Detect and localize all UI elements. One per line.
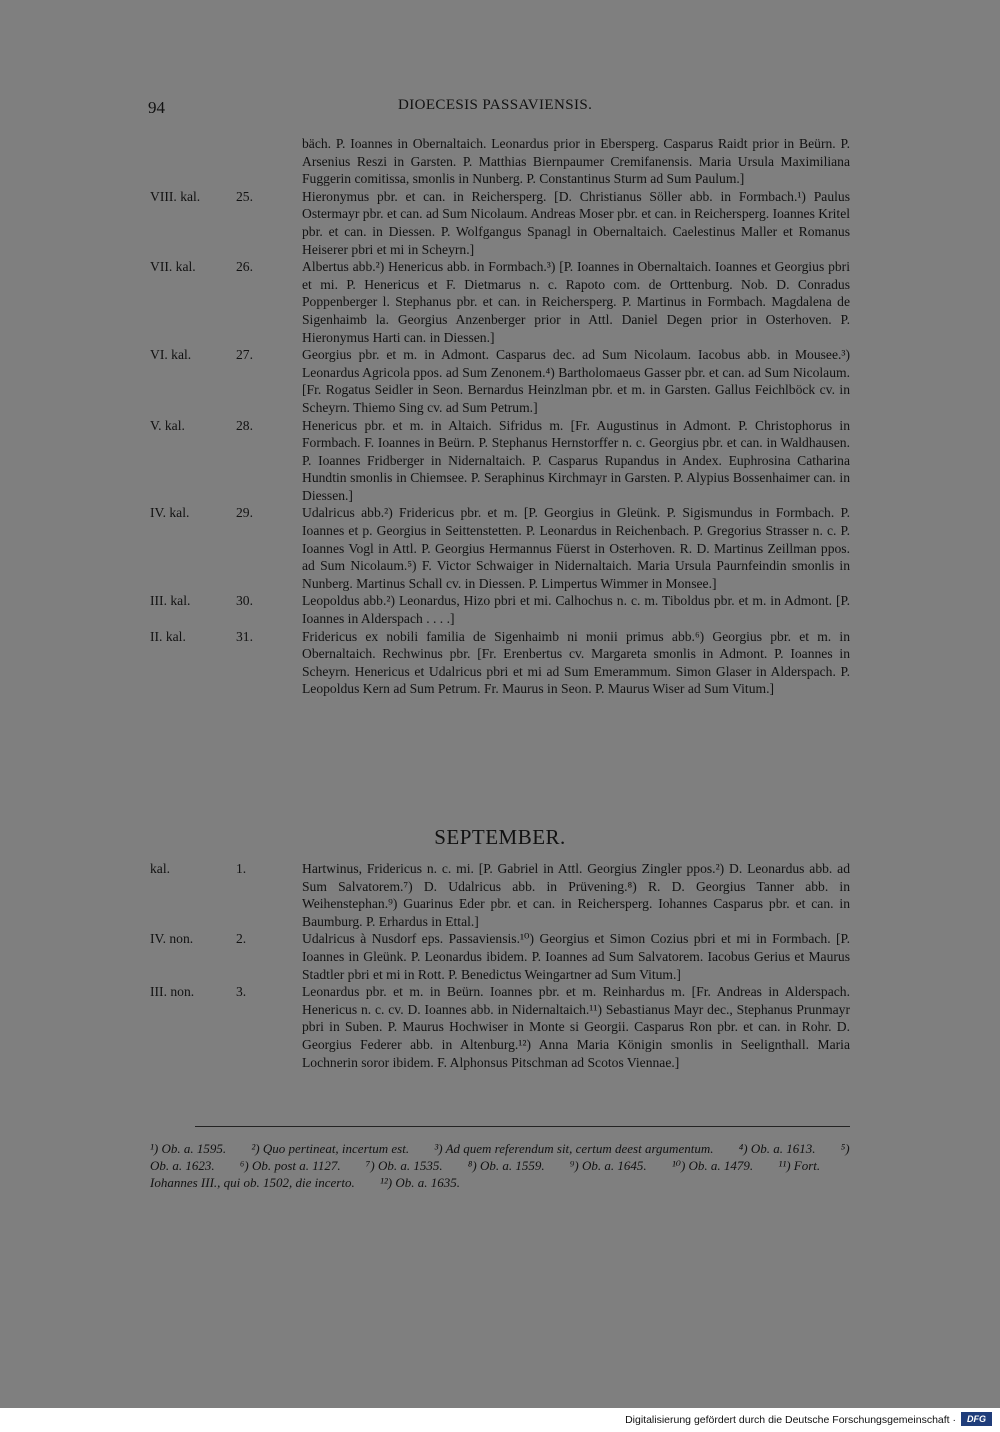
august-section (150, 135, 850, 698)
footnote: ⁷) Ob. a. 1535. (365, 1158, 443, 1173)
entry (150, 983, 850, 1071)
footnote-rule (195, 1126, 850, 1127)
entry-day: 27. (236, 347, 253, 363)
entry (150, 258, 850, 346)
september-section (150, 860, 850, 1071)
entry-label: VII. kal. (150, 259, 196, 275)
entry-text: Leopoldus abb.²) Leonardus, Hizo pbri et mi. Calhochus n. c. m. Tiboldus pbr. et m. in Admont. [P. Ioannes in Alderspach . . . .] (302, 593, 850, 627)
entry (150, 930, 850, 983)
entry-day: 2. (236, 931, 247, 947)
entry-text: Georgius pbr. et m. in Admont. Casparus dec. ad Sum Nicolaum. Iacobus abb. in Mousee.³) Leonardus Agricola ppos. ad Sum Zenonem.⁴) Bartholomaeus Gasser pbr. et can. ad Sum Nicolaum. [Fr. Rogatus Seidler in Seon. Bernardus Heinzlman pbr. et m. in Garsten. Gallus Feichlböck cv. in Scheyrn. Thiemo Sing cv. ad Sum Petrum.] (302, 347, 850, 415)
section-heading: SEPTEMBER. (434, 825, 566, 849)
page-number: 94 (148, 98, 165, 117)
entry-text: Udalricus abb.²) Fridericus pbr. et m. [P. Georgius in Gleünk. P. Sigismundus in Formbach. P. Ioannes et p. Georgius in Seittenstetten. P. Leonardus in Reichenbach. P. Gregorius Strasser n. c. P. Ioannes Vogl in Attl. P. Georgius Hermannus Füerst in Osterhoven. R. D. Martinus Zeillman ppos. ad Sum Nicolaum.⁵) F. Victor Schwaiger in Nidernaltaich. Maria Ursula Paurnfeindin smonlis in Nunberg. Martinus Schall cv. in Diessen. P. Limpertus Wimmer in Monsee.] (302, 505, 850, 591)
entry-label: kal. (150, 861, 171, 876)
entry-label: IV. kal. (150, 505, 190, 521)
entry-day: 29. (236, 505, 253, 521)
entry-label: V. kal. (150, 417, 185, 433)
entry-text: Udalricus à Nusdorf eps. Passaviensis.¹⁰) Georgius et Simon Cozius pbri et mi in Formbach. [P. Ioannes in Gleünk. P. Leonardus ibidem. P. Ioannes ad Sum Salvatorem. Iacobus Gerius et Maurus Stadtler pbri et mi in Rott. P. Benedictus Weingartner ad Sum Vitum.] (302, 931, 850, 982)
entry-day: 26. (236, 259, 253, 275)
entry-day: 1. (236, 861, 247, 876)
entry-text: Hartwinus, Fridericus n. c. mi. [P. Gabriel in Attl. Georgius Zingler ppos.²) D. Leonardus abb. ad Sum Salvatorem.⁷) D. Udalricus abb. in Prüvening.⁸) R. D. Georgius Tanner abb. in Weihenstephan.⁹) Guarinus Eder pbr. et can. in Reichersperg. Iohannes Casparus pbr. et can. in Baumburg. P. Erhardus in Ettal.] (302, 861, 850, 929)
entry-text: Leonardus pbr. et m. in Beürn. Ioannes pbr. et m. Reinhardus m. [Fr. Andreas in Alderspach. Henericus n. c. cv. D. Ioannes abb. in Nidernaltaich.¹¹) Sebastianus Mayr dec., Stephanus Prunmayr pbri in Suben. P. Maurus Hochwiser in Monte si Georgii. Casparus Ron pbr. et can. in Rohr. D. Georgius Federer abb. in Altenburg.¹²) Anna Maria Königin smonlis in Seelignthall. Maria Lochnerin soror ibidem. F. Alphonsus Pitschman ad Scotos Viennae.] (302, 984, 850, 1070)
entry (150, 346, 850, 416)
footnote: ⁴) Ob. a. 1613. (738, 1141, 816, 1156)
entry-day: 3. (236, 984, 247, 1000)
entry-day: 28. (236, 417, 253, 433)
dfg-logo: DFG (961, 1412, 992, 1426)
footnote: ⁶) Ob. post a. 1127. (239, 1158, 341, 1173)
entry-day: 25. (236, 188, 253, 204)
august-entries (150, 188, 850, 698)
entry-text: Fridericus ex nobili familia de Sigenhaimb ni monii primus abb.⁶) Georgius pbr. et m. in Obernaltaich. Rechwinus pbr. [Fr. Erenbertus cv. Margareta smonlis in Admont. P. Ioannes in Scheyrn. Henericus et Udalricus pbri et mi ad Sum Emerammum. Simon Glaser in Alderspach. P. Leopoldus Kern ad Sum Petrum. Fr. Maurus in Seon. P. Maurus Wiser ad Sum Vitum.] (302, 628, 850, 697)
entry-text: Hieronymus pbr. et can. in Reichersperg. [D. Christianus Söller abb. in Formbach.¹) Paulus Ostermayr pbr. et can. ad Sum Nicolaum. Andreas Moser pbr. et can. in Reichersperg. Ioannes Kritel pbr. et can. in Diessen. P. Wolfgangus Spanagl in Obernaltaich. Caelestinus Maller et Romanus Heiserer pbri et mi in Scheyrn.] (302, 188, 850, 257)
footnote: ¹⁰) Ob. a. 1479. (671, 1158, 754, 1173)
entry-label: II. kal. (150, 628, 186, 644)
footnote: ⁸) Ob. a. 1559. (467, 1158, 545, 1173)
entry (150, 592, 850, 627)
running-title: DIOECESIS PASSAVIENSIS. (398, 97, 593, 113)
entry-text: Albertus abb.²) Henericus abb. in Formbach.³) [P. Ioannes in Obernaltaich. Ioannes et Georgius pbri et mi. P. Henericus et F. Dietmarus n. c. Rapoto com. de Orttenburg. Nob. D. Conradus Poppenberger l. Stephanus pbr. et can. in Reichersperg. P. Martinus in Formbach. Magdalena de Sigenhaimb la. Georgius Anzenberger prior in Attl. Daniel Degen prior in Osterhoven. P. Hieronymus Harti can. in Diessen.] (302, 259, 850, 345)
entry-label: III. kal. (150, 593, 191, 609)
entry-label: III. non. (150, 984, 195, 1000)
footnote: ⁹) Ob. a. 1645. (569, 1158, 647, 1173)
entry-label: VI. kal. (150, 347, 192, 363)
entry (150, 417, 850, 505)
entry-day: 31. (236, 628, 253, 644)
footnotes (150, 1140, 850, 1191)
footnote: ¹²) Ob. a. 1635. (379, 1175, 460, 1190)
entry-text: Henericus pbr. et m. in Altaich. Sifridus m. [Fr. Augustinus in Admont. P. Christophorus in Formbach. F. Ioannes in Beürn. P. Stephanus Hernstorffer n. c. Georgius pbr. et can. in Waldhausen. P. Ioannes Fridberger in Nidernaltaich. P. Casparus Rupandus in Andex. Euphrosina Catharina Hundtin smonlis in Chiemsee. P. Seraphinus Kirchmayr in Garsten. P. Alypius Bossenhaimer can. in Diessen.] (302, 417, 850, 503)
entry-day: 30. (236, 593, 253, 609)
continuation-paragraph: bäch. P. Ioannes in Obernaltaich. Leonardus prior in Ebersperg. Casparus Raidt prior in Beürn. P. Arsenius Reszi in Garsten. P. Matthias Biernpaumer Cremifanensis. Maria Ursula Maximiliana Fuggerin comitissa, smonlis in Nunberg. P. Constantinus Sturm ad Sum Paulum.] (302, 136, 850, 187)
entry-label: IV. non. (150, 931, 194, 947)
entry (150, 860, 850, 930)
funding-credit: Digitalisierung gefördert durch die Deutsche Forschungsgemeinschaft · (625, 1414, 956, 1426)
footnote: ¹¹) Fort. Iohannes III., qui ob. 1502, die incerto. (150, 1158, 821, 1190)
footnote: ¹) Ob. a. 1595. (150, 1141, 227, 1156)
entry-label: VIII. kal. (150, 188, 201, 204)
entry (150, 628, 850, 698)
footnote: ⁵) Ob. a. 1623. (150, 1141, 850, 1173)
footnote: ³) Ad quem referendum sit, certum deest argumentum. (434, 1141, 714, 1156)
footnote: ²) Quo pertineat, incertum est. (251, 1141, 410, 1156)
entry (150, 188, 850, 258)
entry (150, 504, 850, 592)
